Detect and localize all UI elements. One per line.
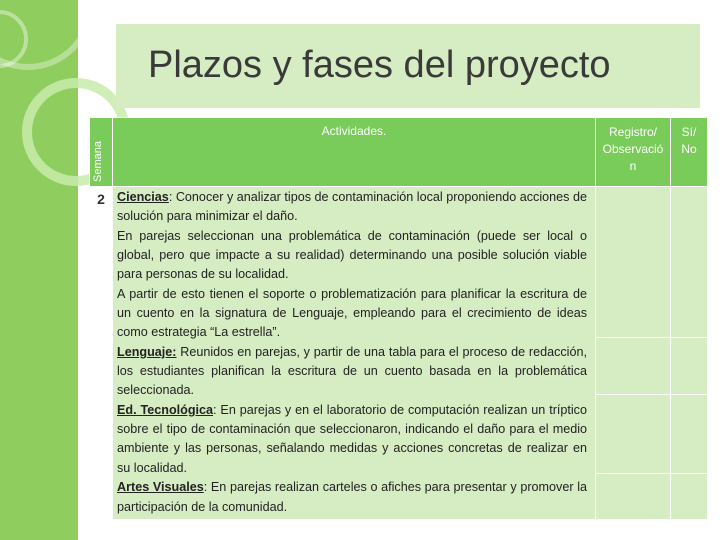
header-si-no: Sí/ No: [671, 118, 708, 187]
activity-paragraph: A partir de esto tienen el soporte o problematización para planificar la escritura de un cuento en la signatura de Lenguaje, empleando para el crecimiento de ideas como estrategia “La estrella”.: [117, 286, 587, 340]
left-decorative-band: [0, 0, 78, 540]
week-number: 2: [90, 187, 113, 520]
registro-cell: [596, 474, 671, 520]
activity-paragraph: Lenguaje: Reunidos en parejas, y partir de una tabla para el proceso de redacción, los estudiantes planifican la escritura de un cuento basada en la problemática seleccionada.: [117, 344, 587, 398]
schedule-table: [89, 117, 708, 520]
activities-cell: [113, 187, 596, 520]
registro-cell: [596, 187, 671, 338]
table-header-row: [90, 118, 708, 187]
header-actividades: Actividades.: [113, 118, 596, 187]
header-semana: Semana: [90, 118, 113, 187]
activity-paragraph: En parejas seleccionan una problemática de contaminación (puede ser local o global, pero que impacte a su realidad) determinando una posible solución viable para personas de su localidad.: [117, 228, 587, 282]
activity-paragraph: Ciencias: Conocer y analizar tipos de contaminación local proponiendo acciones de solución para minimizar el daño.: [117, 190, 587, 224]
slide-title: Plazos y fases del proyecto: [148, 44, 611, 86]
table-row: [90, 187, 708, 338]
registro-cell: [596, 395, 671, 474]
si-no-cell: [671, 474, 708, 520]
si-no-cell: [671, 395, 708, 474]
activity-paragraph: Ed. Tecnológica: En parejas y en el laboratorio de computación realizan un tríptico sobre el tipo de contaminación que seleccionaron, indicando el daño para el medio ambiente y las personas, señalando medidas y acciones concretas de realizar en su localidad.: [117, 402, 587, 475]
activity-paragraph: Artes Visuales: En parejas realizan carteles o afiches para presentar y promover la participación de la comunidad.: [117, 480, 587, 514]
header-registro: Registro/ Observació n: [596, 118, 671, 187]
si-no-cell: [671, 187, 708, 338]
registro-cell: [596, 338, 671, 395]
si-no-cell: [671, 338, 708, 395]
